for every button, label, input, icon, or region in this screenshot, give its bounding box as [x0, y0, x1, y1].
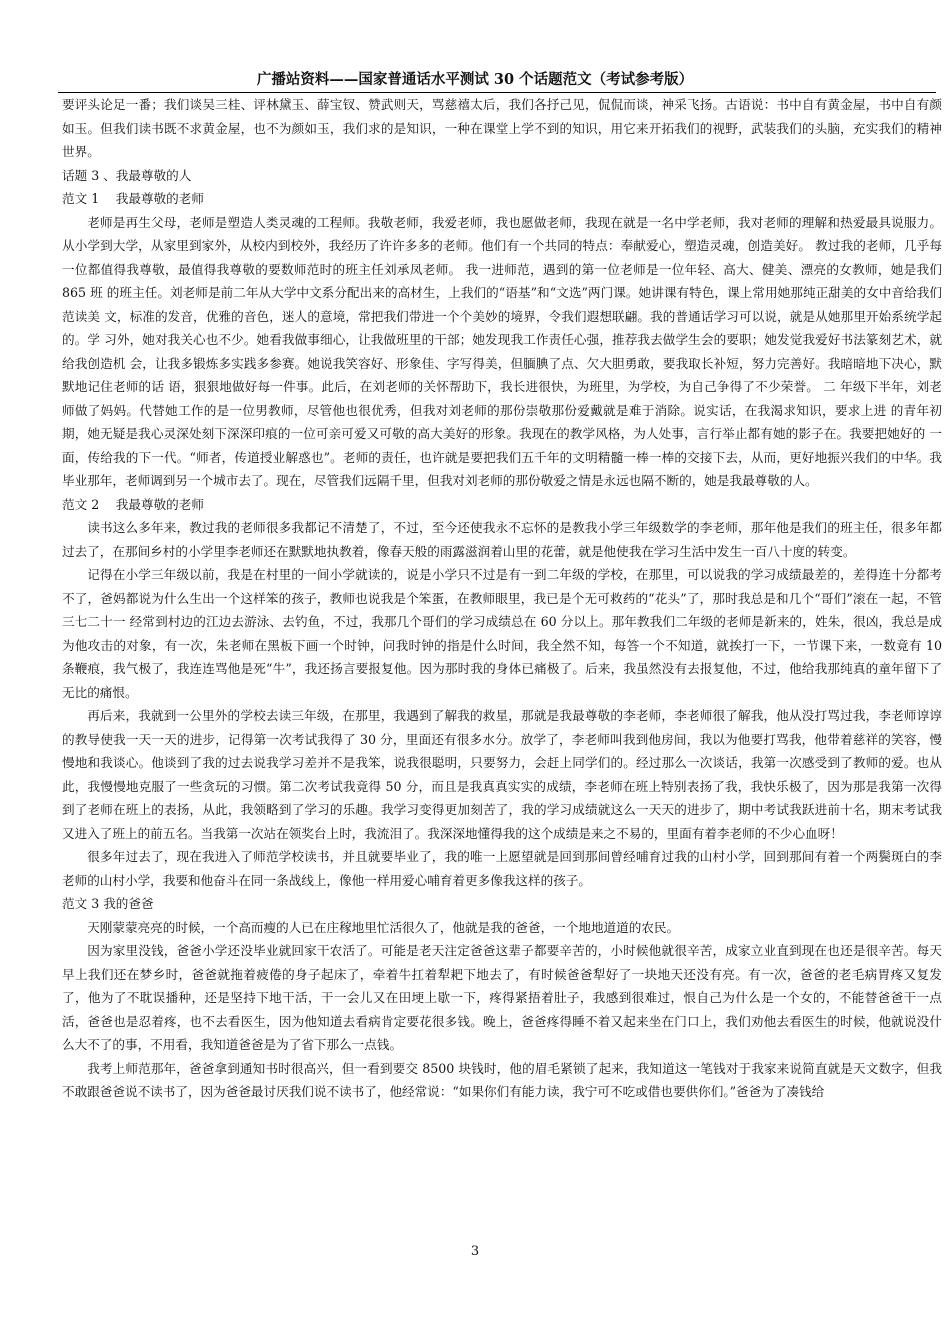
essay2-paragraph-3: 再后来，我就到一公里外的学校去读三年级，在那里，我遇到了解我的救星，那就是我最尊敬的李老师，李老师很了解我，他从没打骂过我，李老师谆谆的教导使我一天一天的进步，记得第一次考试我得了 30 分，里面还有很多水分。放学了，李老师叫我到他房间，我以为他要打骂我，他带着慈祥的笑容，慢慢地和我谈心。他谈到了我的过去说我学习差并不是我笨，说我很聪明，只要努力，会赶上同学们的。经过那么一次谈话，我第一次感受到了教师的爱。也从此，我慢慢地克服了一些贪玩的习惯。第二次考试我竟得 50 分，而且是我真真实实的成绩，李老师在班上特别表扬了我，我快乐极了，因为那是我第一次得到了老师在班上的表扬，从此，我领略到了学习的乐趣。我学习变得更加刻苦了，我的学习成绩就这么一天天的进步了，期中考试我跃进前十名，期末考试我又进入了班上的前五名。当我第一次站在领奖台上时，我流泪了。我深深地懂得我的这个成绩是来之不易的，里面有着李老师的不少心血呀！ [62, 708, 942, 841]
essay3-paragraph-2: 因为家里没钱，爸爸小学还没毕业就回家干农活了。可能是老天注定爸爸这辈子都要辛苦的，小时候他就很辛苦，成家立业直到现在也还是很辛苦。每天早上我们还在梦乡时，爸爸就拖着疲倦的身子起床了，牵着牛扛着犁耙下地去了，有时候爸爸犁好了一块地天还没有亮。有一次，爸爸的老毛病胃疼又复发了，他为了不耽误播种，还是坚持下地干活，干一会儿又在田埂上歇一下，疼得紧捂着肚子，我感到很难过，恨自己为什么是一个女的，不能替爸爸干一点活，爸爸也是忍着疼，也不去看医生，因为他知道去看病肯定要花很多钱。晚上，爸爸疼得睡不着又起来坐在门口上，我们劝他去看医生的时候，他就说没什么大不了的事，不用看，我知道爸爸是为了省下那么一点钱。 [62, 943, 942, 1052]
essay1-heading: 范文 1 我最尊敬的老师 [62, 191, 204, 206]
essay2-paragraph-1: 读书这么多年来，教过我的老师很多我都记不清楚了，不过，至今还使我永不忘怀的是教我小学三年级数学的李老师，那年他是我们的班主任，很多年都过去了，在那间乡村的小学里李老师还在默默地执教着，像春天般的雨露滋润着山里的花蕾，就是他使我在学习生活中发生一百八十度的转变。 [62, 520, 942, 559]
page-number: 3 [470, 1244, 480, 1259]
page-header-title: 广播站资料——国家普通话水平测试 30 个话题范文（考试参考版） [256, 71, 694, 88]
essay1-paragraph: 老师是再生父母，老师是塑造人类灵魂的工程师。我敬老师，我爱老师，我也愿做老师，我现在就是一名中学老师，我对老师的理解和热爱最具说服力。从小学到大学，从家里到家外，从校内到校外，我经历了许许多多的老师。他们有一个共同的特点：奉献爱心，塑造灵魂，创造美好。 教过我的老师，几乎每一位都值得我尊敬，最值得我尊敬的要数师范时的班主任刘承凤老师。 我一进师范，遇到的第一位老师是一位年轻、高大、健美、漂亮的女教师，她是我们 865 班 的班主任。刘老师是前二年从大学中文系分配出来的高材生，上我们的“语基”和“文选”两门课。她讲课有特色，课上常用她那纯正甜美的女中音给我们范读美 文，标准的发音，优雅的音色，迷人的意境，常把我们带进一个个美妙的境界，令我们遐想联翩。我的普通话学习可以说，就是从她那里开始系统学起的。学 习外，她对我关心也不少。她看我做事细心，让我做班里的干部；她发现我工作责任心强，推荐我去做学生会的要职；她发觉我爱好书法篆刻艺术，就给我创造机 会，让我多锻炼多实践多参赛。她说我笑容好、形象佳、字写得美，但腼腆了点、欠大胆勇敢，要我取长补短，努力完善好。我暗暗地下决心，默默地记住老师的话 语，狠狠地做好每一件事。此后，在刘老师的关怀帮助下，我长进很快，为班里，为学校，为自己争得了不少荣誉。 二 年级下半年，刘老师做了妈妈。代替她工作的是一位男教师，尽管他也很优秀，但我对刘老师的那份崇敬那份爱戴就是难于消除。说实话，在我渴求知识，要求上进 的青年初期，她无疑是我心灵深处刻下深深印痕的一位可亲可爱又可敬的高大美好的形象。我现在的教学风格，为人处事，言行举止都有她的影子在。我要把她好的 一面，传给我的下一代。“师者，传道授业解惑也”。老师的责任，也许就是要把我们五千年的文明精髓一棒一棒的交接下去，从而，更好地振兴我们的中华。我毕业那年，老师调到另一个城市去了。现在，尽管我们远隔千里，但我对刘老师的那份敬爱之情是永远也隔不断的，她是我最尊敬的人。 [62, 214, 942, 488]
essay2-heading: 范文 2 我最尊敬的老师 [62, 496, 204, 512]
essay3-heading: 范文 3 我的爸爸 [62, 896, 154, 911]
essay3-paragraph-1: 天刚蒙蒙亮亮的时候，一个高而瘦的人已在庄稼地里忙活很久了，他就是我的爸爸，一个地地道道的农民。 [87, 919, 680, 935]
essay2-paragraph-4: 很多年过去了，现在我进入了师范学校读书，并且就要毕业了，我的唯一上愿望就是回到那间曾经哺育过我的山村小学，回到那间有着一个两鬓斑白的李老师的山村小学，我要和他奋斗在同一条战线上，像他一样用爱心哺育着更多像我这样的孩子。 [62, 849, 942, 888]
topic-heading: 话题 3 、我最尊敬的人 [62, 167, 192, 183]
intro-paragraph: 要评头论足一番；我们谈吴三桂、评林黛玉、薛宝钗、赞武则天，骂慈禧太后，我们各抒己见，侃侃而谈，神采飞扬。古语说：书中自有黄金屋，书中自有颜如玉。但我们读书既不求黄金屋，也不为颜如玉，我们求的是知识，一种在课堂上学不到的知识，用它来开拓我们的视野，武装我们的头脑，充实我们的精神世界。 [62, 97, 942, 159]
document-body [62, 93, 942, 1104]
essay2-paragraph-2: 记得在小学三年级以前，我是在村里的一间小学就读的，说是小学只不过是有一到二年级的学校，在那里，可以说我的学习成绩最差的，差得连十分都考不了，爸妈都说为什么生出一个这样笨的孩子，教师也说我是个笨蛋，在教师眼里，我已是个无可救药的“花头”了，那时我总是和几个“哥们”滚在一起，不管三七二十一 经常到村边的江边去游泳、去钓鱼，不过，我那几个哥们的学习成绩总在 60 分以上。那年教我们二年级的老师是新来的，姓朱，很凶，我总是成为他攻击的对象，有一次，朱老师在黑板下画一个时钟，问我时钟的指是什么时间，我全然不知，每答一个不知道，就挨打一下，一节课下来，一数竟有 10 条鞭痕，我气极了，我连连骂他是死“牛”，我还扬言要报复他。因为那时我的身体已痛极了。后来，我虽然没有去报复他，不过，他给我那纯真的童年留下了无比的痛恨。 [62, 567, 942, 700]
essay3-paragraph-3: 我考上师范那年，爸爸拿到通知书时很高兴，但一看到要交 8500 块钱时，他的眉毛紧锁了起来，我知道这一笔钱对于我家来说简直就是天文数字，但我不敢跟爸爸说不读书了，因为爸爸最讨厌我们说不读书了，他经常说：“如果你们有能力读，我宁可不吃或借也要供你们。”爸爸为了凑钱给 [62, 1060, 942, 1099]
